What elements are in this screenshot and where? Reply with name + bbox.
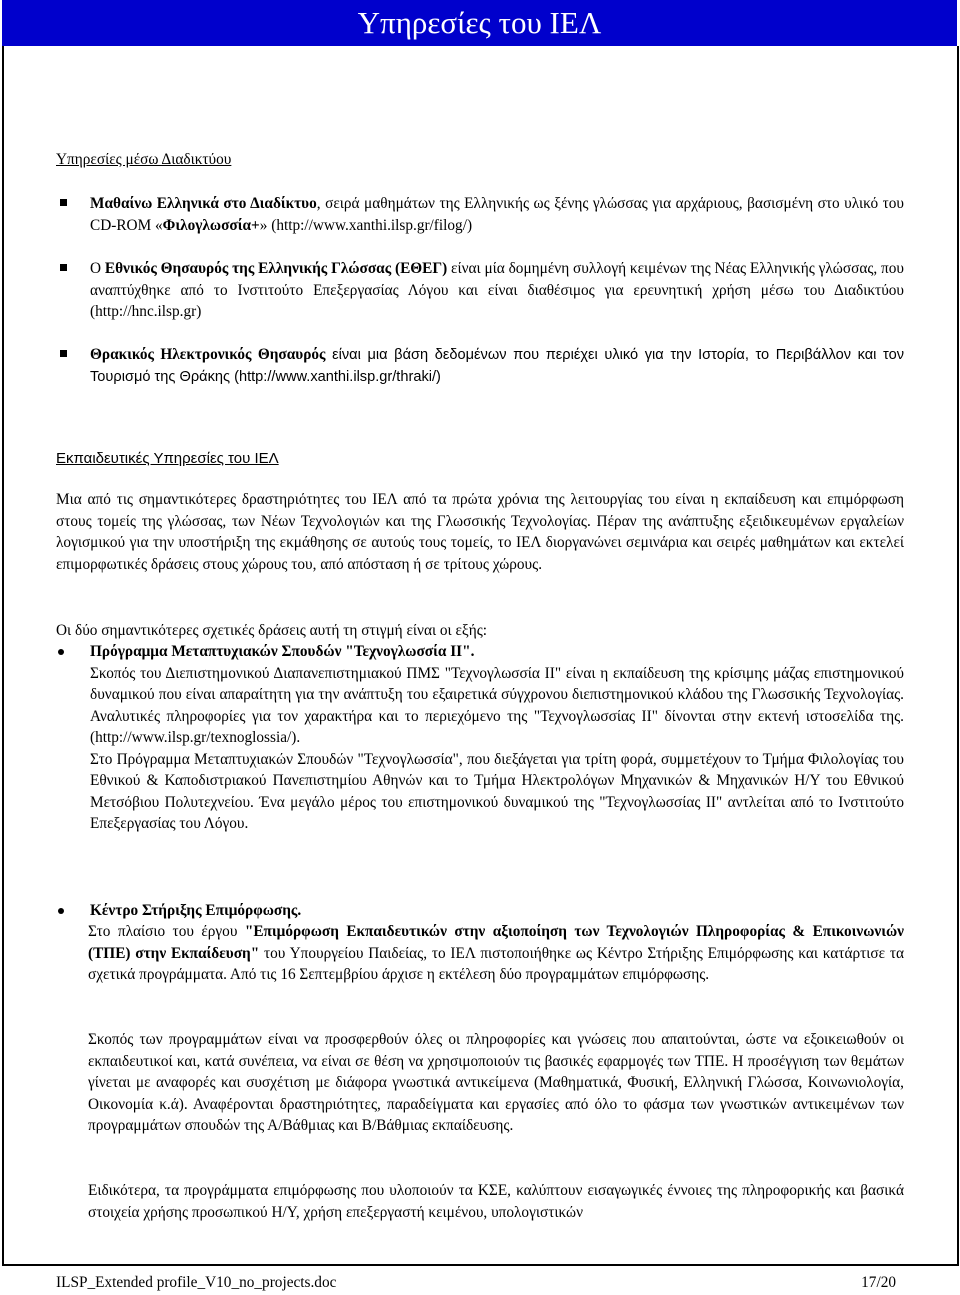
list-item-center xyxy=(56,900,904,922)
item-bold: Θρακικός Ηλεκτρονικός Θησαυρός xyxy=(90,346,326,363)
center-paragraph: Ειδικότερα, τα προγράμματα επιμόρφωσης που υλοποιούν τα ΚΣΕ, καλύπτουν εισαγωγικές έννοιες της πληροφορικής και βασικά στοιχεία χρήσης προσωπικού Η/Υ, χρήση επεξεργαστή κειμένου, υπολογιστικών xyxy=(88,1182,904,1221)
square-bullet-icon xyxy=(60,199,67,206)
item-bold: Εθνικός Θησαυρός της Ελληνικής Γλώσσας (ΕΘΕΓ) xyxy=(104,260,448,277)
paragraph: Μια από τις σημαντικότερες δραστηριότητες του ΙΕΛ από τα πρώτα χρόνια της λειτουργίας του είναι η εκπαίδευση και επιμόρφωση στους τομείς της γλώσσας, των Νέων Τεχνολογιών και της Γλωσσικής Τεχνολογίας. Πέραν της ανάπτυξης εξειδικευμένων εργαλείων λογισμικού για την υποστήριξη της εκμάθησης σε αυτούς τους τομείς, το ΙΕΛ διοργανώνει σεμινάρια και σειρές μαθημάτων και εκτελεί επιμορφωτικές δράσεις στους χώρους του, από απόσταση ή σε τρίτους χώρους. xyxy=(56,491,904,573)
item-text: Ο xyxy=(90,260,105,277)
program-paragraph: Σκοπός του Διεπιστημονικού Διαπανεπιστημιακού ΠΜΣ "Τεχνογλωσσία ΙΙ" είναι η εκπαίδευση της κρίσιμης μάζας επιστημονικού δυναμικού που είναι απαραίτητη για την ανάπτυξη του εξαιρετικά σύγχρονου διεπιστημονικού κλάδου της Γλωσσικής Τεχνολογίας. Αναλυτικές πληροφορίες για τον χαρακτήρα και το περιεχόμενο της "Τεχνογλωσσίας ΙΙ" δίνονται στην εκτενή ιστοσελίδα της. (http://www.ilsp.gr/texnoglossia/). xyxy=(90,664,904,746)
item-text: είναι μια βάση δεδομένων που περιέχει υλικό για την Ιστορία, το Περιβάλλον και τον Τουρισμό της Θράκης (http://www.xanthi.ilsp.gr/thraki/) xyxy=(90,347,904,385)
section-heading-education: Εκπαιδευτικές Υπηρεσίες του ΙΕΛ xyxy=(56,450,279,467)
section-heading-internet: Υπηρεσίες μέσω Διαδικτύου xyxy=(56,151,232,168)
item-text: είναι μία δομημένη συλλογή κειμένων της Νέας Ελληνικής γλώσσας, που αναπτύχθηκε από το Ινστιτούτο Επεξεργασίας Λόγου και είναι διαθέσιμος για ερευνητική χρήση μέσω του Διαδικτύου (http://hnc.ilsp.gr) xyxy=(90,260,904,320)
center-text: Στο πλαίσιο του έργου xyxy=(88,923,245,940)
paragraph-intro: Οι δύο σημαντικότερες σχετικές δράσεις αυτή τη στιγμή είναι οι εξής: xyxy=(56,622,488,639)
center-title: Κέντρο Στήριξης Επιμόρφωσης. xyxy=(90,902,302,919)
square-bullet-icon xyxy=(60,350,67,357)
item-text: , σειρά μαθημάτων της Ελληνικής ως ξένης γλώσσας για αρχάριους, βασισμένη στο υλικό του CD-ROM « xyxy=(90,195,904,234)
program-title: Πρόγραμμα Μεταπτυχιακών Σπουδών "Τεχνογλωσσία ΙΙ". xyxy=(90,643,475,660)
center-paragraph: Σκοπός των προγραμμάτων είναι να προσφερθούν όλες οι πληροφορίες και γνώσεις που απαιτούνται, ώστε να εξοικειωθούν οι εκπαιδευτικοί και, κατά συνέπεια, να είναι σε θέση να χρησιμοποιούν τις βασικές εφαρμογές των ΤΠΕ. Η προσέγγιση των θεμάτων γίνεται με αναφορές και συσχέτιση με διάφορα γνωστικά αντικείμενα (Μαθηματικά, Φυσική, Ελληνική Γλώσσα, Κοινωνιολογία, Οικονομία κ.ά). Αναφέρονται δραστηριότητες, παραδείγματα και εργασίες από όλο το φάσμα των γνωστικών αντικειμένων των προγραμμάτων σπουδών της Α/Βάθμιας και Β/Βάθμιας εκπαίδευσης. xyxy=(88,1031,904,1134)
list-item xyxy=(56,193,904,236)
program-paragraph: Στο Πρόγραμμα Μεταπτυχιακών Σπουδών "Τεχνογλωσσία", που διεξάγεται για τρίτη φορά, συμμετέχουν το Τμήμα Φιλολογίας του Εθνικού & Καποδιστριακού Πανεπιστημίου Αθηνών και το Τμήμα Ηλεκτρολόγων Μηχανικών & Μηχανικών Η/Υ του Εθνικού Μετσόβιου Πολυτεχνείου. Ένα μεγάλο μέρος του επιστημονικού δυναμικού της "Τεχνογλωσσίας ΙΙ" αντλείται από το Ινστιτούτο Επεξεργασίας του Λόγου. xyxy=(90,750,904,832)
list-item-program xyxy=(56,641,904,835)
square-bullet-icon xyxy=(60,264,67,271)
list-item xyxy=(56,344,904,388)
footer-filename: ILSP_Extended profile_V10_no_projects.doc xyxy=(56,1274,337,1291)
round-bullet-icon xyxy=(58,908,64,914)
item-text: » (http://www.xanthi.ilsp.gr/filog/) xyxy=(259,216,473,234)
header-title: Υπηρεσίες του ΙΕΛ xyxy=(357,5,602,40)
center-paragraph xyxy=(88,921,904,986)
item-bold: Φιλογλωσσία+ xyxy=(162,216,260,234)
footer-page-number: 17/20 xyxy=(861,1274,896,1291)
page-footer xyxy=(56,1274,896,1292)
list-item xyxy=(56,258,904,323)
item-bold: Μαθαίνω Ελληνικά στο Διαδίκτυο xyxy=(90,195,317,212)
center-text: του Υπουργείου Παιδείας, το ΙΕΛ πιστοποιήθηκε ως Κέντρο Στήριξης Επιμόρφωσης και κατάρτισε τα σχετικά προγράμματα. Από τις 16 Σεπτεμβρίου άρχισε η εκτέλεση δύο προγραμμάτων επιμόρφωσης. xyxy=(88,944,904,983)
center-bold: "Επιμόρφωση Εκπαιδευτικών στην αξιοποίηση των Τεχνολογιών Πληροφορίας & Επικοινωνιών (ΤΠΕ) στην Εκπαίδευση" xyxy=(88,923,904,962)
page-header xyxy=(2,0,957,46)
round-bullet-icon xyxy=(58,649,64,655)
